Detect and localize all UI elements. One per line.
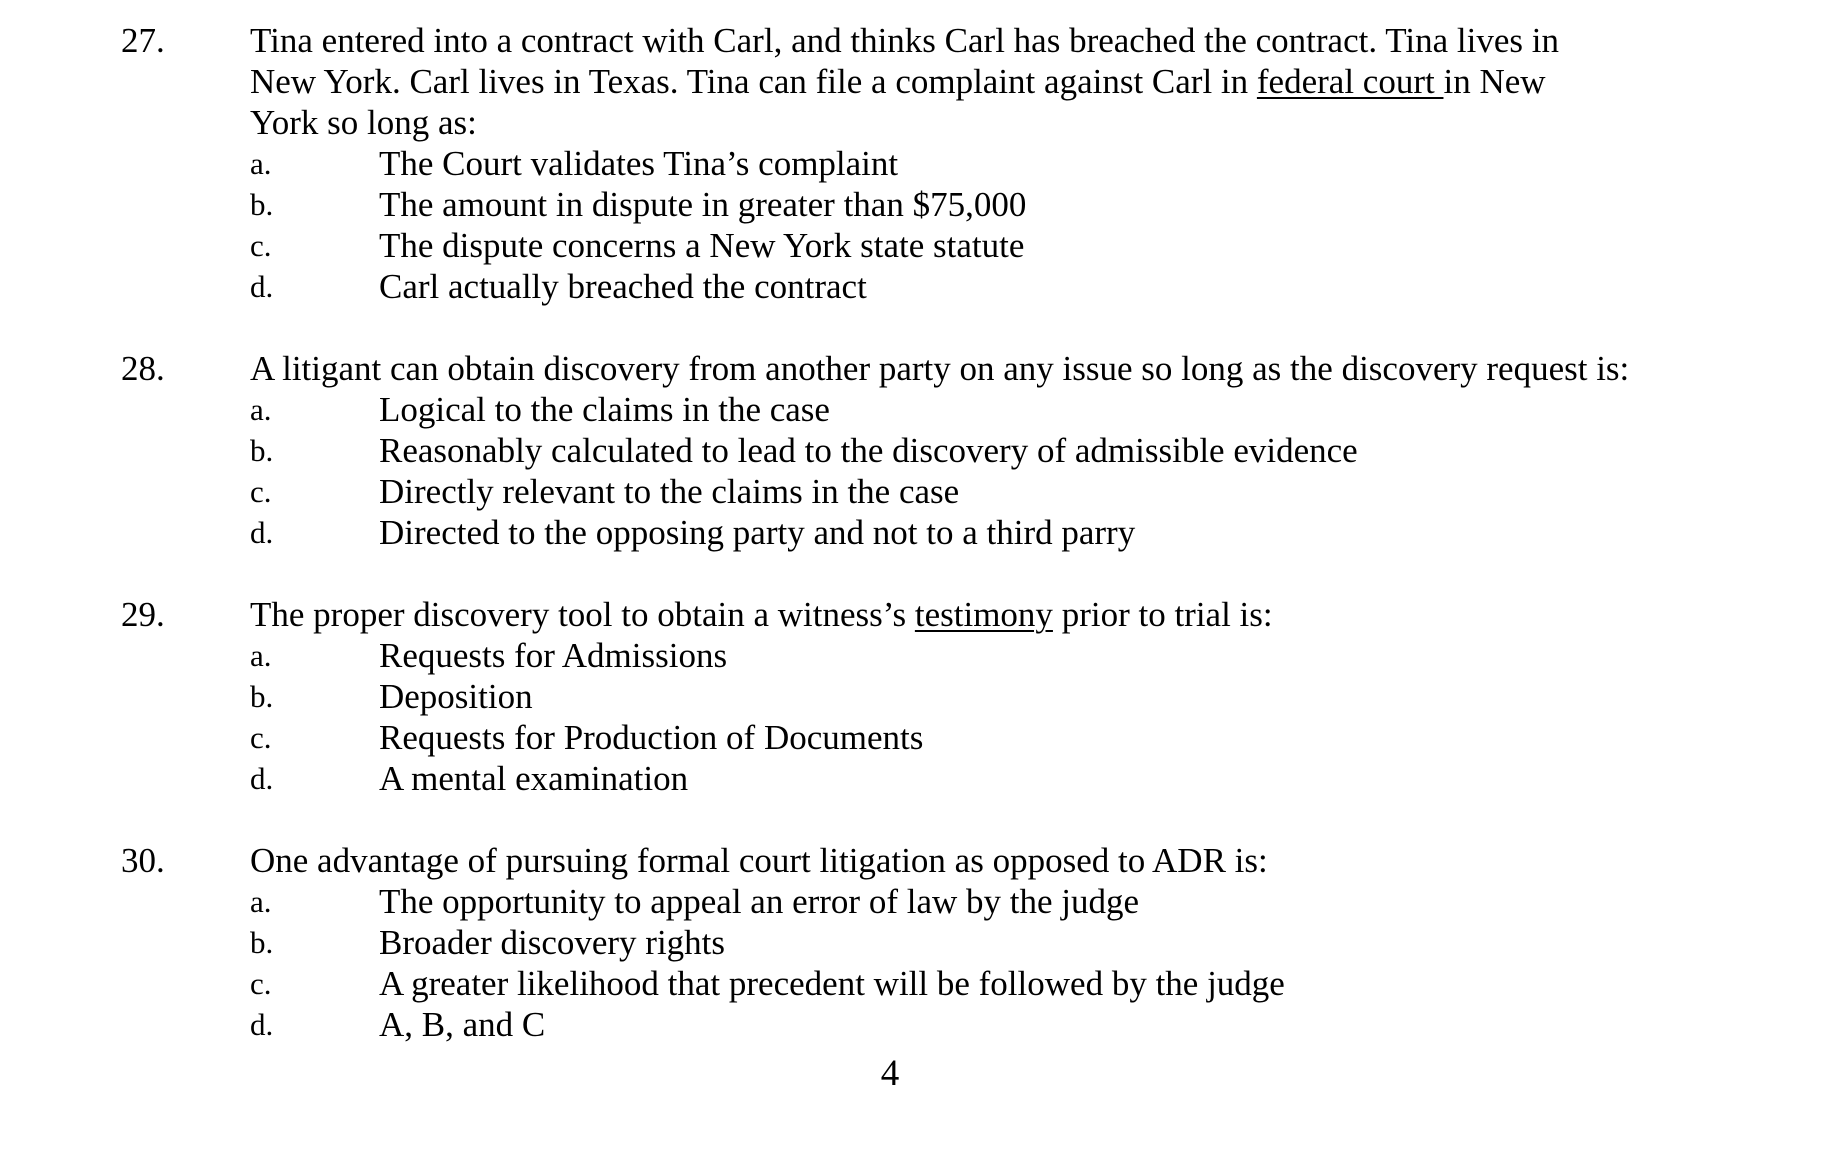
stem-line: One advantage of pursuing formal court litigation as opposed to ADR is:	[250, 841, 1268, 880]
answer-option-d	[250, 758, 1550, 799]
option-letter: a.	[250, 146, 272, 181]
option-text: The dispute concerns a New York state statute	[379, 226, 1025, 265]
option-letter: d.	[250, 1007, 274, 1042]
option-letter: a.	[250, 638, 272, 673]
option-text: Directly relevant to the claims in the case	[379, 472, 960, 511]
option-text: A mental examination	[379, 759, 689, 798]
option-text: Carl actually breached the contract	[379, 267, 867, 306]
question-number: 27.	[121, 21, 165, 60]
option-letter: b.	[250, 925, 274, 960]
answer-option-c	[250, 717, 1550, 758]
option-text: Requests for Admissions	[379, 636, 728, 675]
answer-option-b	[250, 676, 1550, 717]
option-letter: c.	[250, 474, 272, 509]
question-stem	[250, 840, 1690, 881]
answer-option-b	[250, 430, 1550, 471]
option-letter: b.	[250, 433, 274, 468]
option-letter: c.	[250, 228, 272, 263]
option-letter: c.	[250, 720, 272, 755]
question-stem	[250, 20, 1690, 143]
stem-text: in New	[1443, 62, 1546, 101]
option-letter: a.	[250, 884, 272, 919]
option-text: Requests for Production of Documents	[379, 718, 924, 757]
answer-option-d	[250, 266, 1550, 307]
stem-line: Tina entered into a contract with Carl, and thinks Carl has breached the contract. Tina lives in	[250, 21, 1559, 60]
question-number: 28.	[121, 349, 165, 388]
answer-options	[250, 143, 1550, 307]
answer-option-a	[250, 881, 1550, 922]
answer-option-d	[250, 512, 1550, 553]
option-text: Logical to the claims in the case	[379, 390, 830, 429]
option-letter: d.	[250, 761, 274, 796]
underlined-term: federal court	[1256, 62, 1444, 101]
stem-line: A litigant can obtain discovery from another party on any issue so long as the discovery request is:	[250, 349, 1630, 388]
stem-text: New York. Carl lives in Texas. Tina can file a complaint against Carl in	[250, 62, 1257, 101]
option-letter: d.	[250, 269, 274, 304]
option-text: The Court validates Tina’s complaint	[379, 144, 899, 183]
option-text: The opportunity to appeal an error of law by the judge	[379, 882, 1140, 921]
answer-options	[250, 881, 1550, 1045]
stem-line: York so long as:	[250, 103, 477, 142]
answer-option-a	[250, 635, 1550, 676]
option-text: The amount in dispute in greater than $75,000	[379, 185, 1027, 224]
option-letter: c.	[250, 966, 272, 1001]
answer-option-c	[250, 471, 1550, 512]
question-number: 29.	[121, 595, 165, 634]
answer-options	[250, 635, 1550, 799]
answer-options	[250, 389, 1550, 553]
option-letter: b.	[250, 187, 274, 222]
answer-option-a	[250, 143, 1550, 184]
option-text: Broader discovery rights	[379, 923, 726, 962]
stem-line	[250, 61, 1690, 102]
answer-option-c	[250, 963, 1550, 1004]
option-letter: d.	[250, 515, 274, 550]
answer-option-c	[250, 225, 1550, 266]
option-text: Reasonably calculated to lead to the discovery of admissible evidence	[379, 431, 1358, 470]
answer-option-a	[250, 389, 1550, 430]
underlined-term: testimony	[914, 595, 1053, 634]
option-letter: b.	[250, 679, 274, 714]
question-stem	[250, 594, 1690, 635]
option-letter: a.	[250, 392, 272, 427]
question-number: 30.	[121, 841, 165, 880]
stem-text: The proper discovery tool to obtain a witness’s	[250, 595, 915, 634]
option-text: A, B, and C	[379, 1005, 546, 1044]
stem-text: prior to trial is:	[1052, 595, 1273, 634]
answer-option-b	[250, 922, 1550, 963]
stem-line	[250, 594, 1690, 635]
option-text: Deposition	[379, 677, 533, 716]
option-text: A greater likelihood that precedent will be followed by the judge	[379, 964, 1285, 1003]
answer-option-d	[250, 1004, 1550, 1045]
option-text: Directed to the opposing party and not to a third parry	[379, 513, 1136, 552]
question-stem	[250, 348, 1690, 389]
answer-option-b	[250, 184, 1550, 225]
page-number: 4	[880, 1053, 900, 1094]
